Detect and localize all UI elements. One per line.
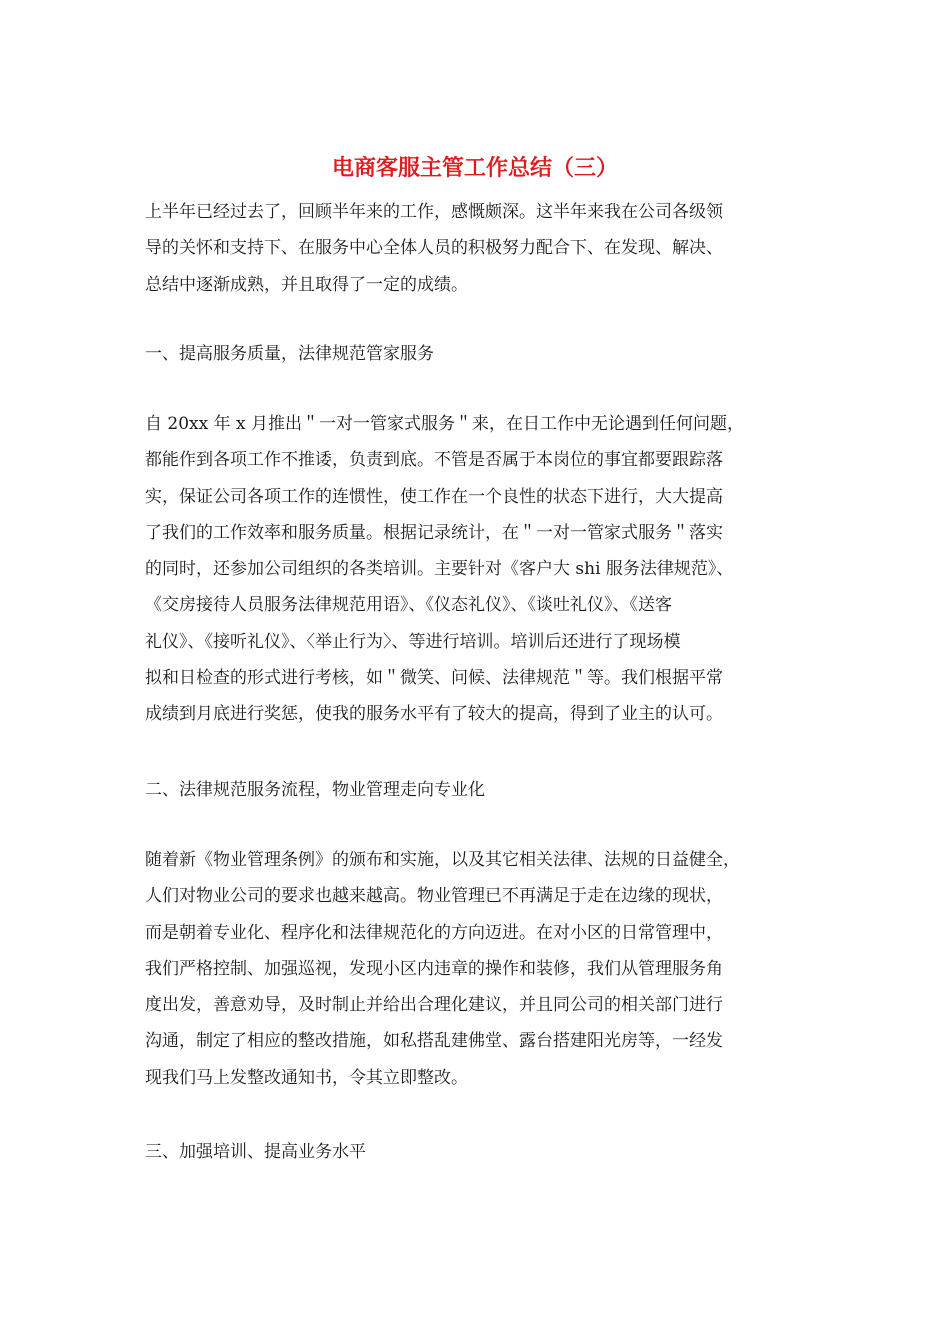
paragraph-line: 随着新《物业管理条例》的颁布和实施，以及其它相关法律、法规的日益健全， <box>145 850 740 870</box>
paragraph-line: 《交房接待人员服务法律规范用语》、《仪态礼仪》、《谈吐礼仪》、《送客 <box>145 595 672 616</box>
section-heading-1: 一、提高服务质量，法律规范管家服务 <box>145 344 434 364</box>
paragraph-line: 自 20xx 年 x 月推出＂一对一管家式服务＂来，在日工作中无论遇到任何问题， <box>145 414 745 434</box>
section-heading-3: 三、加强培训、提高业务水平 <box>145 1142 366 1162</box>
paragraph-line: 上半年已经过去了，回顾半年来的工作，感慨颇深。这半年来我在公司各级领 <box>145 202 723 222</box>
intro-paragraph <box>145 194 815 303</box>
paragraph-line: 礼仪》、《接听礼仪》、〈举止行为〉、等进行培训。培训后还进行了现场模 <box>145 631 681 652</box>
paragraph-line: 的同时，还参加公司组织的各类培训。主要针对《客户大 shi 服务法律规范》、 <box>145 559 734 580</box>
paragraph-line: 导的关怀和支持下、在服务中心全体人员的积极努力配合下、在发现、解决、 <box>145 238 723 259</box>
paragraph-line: 总结中逐渐成熟，并且取得了一定的成绩。 <box>145 274 468 295</box>
paragraph-line: 都能作到各项工作不推诿，负责到底。不管是否属于本岗位的事宜都要跟踪落 <box>145 450 723 471</box>
section-heading-2: 二、法律规范服务流程，物业管理走向专业化 <box>145 780 485 800</box>
paragraph-line: 度出发，善意劝导，及时制止并给出合理化建议，并且同公司的相关部门进行 <box>145 995 723 1016</box>
paragraph-line: 拟和日检查的形式进行考核，如＂微笑、问候、法律规范＂等。我们根据平常 <box>145 668 723 689</box>
section-2-paragraph <box>145 842 815 1096</box>
document-title: 电商客服主管工作总结（三） <box>331 155 618 181</box>
paragraph-line: 成绩到月底进行奖惩，使我的服务水平有了较大的提高，得到了业主的认可。 <box>145 704 723 725</box>
paragraph-line: 现我们马上发整改通知书，令其立即整改。 <box>145 1067 468 1088</box>
paragraph-line: 而是朝着专业化、程序化和法律规范化的方向迈进。在对小区的日常管理中， <box>145 922 723 943</box>
paragraph-line: 了我们的工作效率和服务质量。根据记录统计，在＂一对一管家式服务＂落实 <box>145 522 723 543</box>
paragraph-line: 实，保证公司各项工作的连惯性，使工作在一个良性的状态下进行，大大提高 <box>145 486 723 507</box>
section-1-paragraph <box>145 406 815 733</box>
paragraph-line: 人们对物业公司的要求也越来越高。物业管理已不再满足于走在边缘的现状， <box>145 886 723 907</box>
paragraph-line: 我们严格控制、加强巡视，发现小区内违章的操作和装修，我们从管理服务角 <box>145 958 723 979</box>
paragraph-line: 沟通，制定了相应的整改措施，如私搭乱建佛堂、露台搭建阳光房等，一经发 <box>145 1031 723 1052</box>
